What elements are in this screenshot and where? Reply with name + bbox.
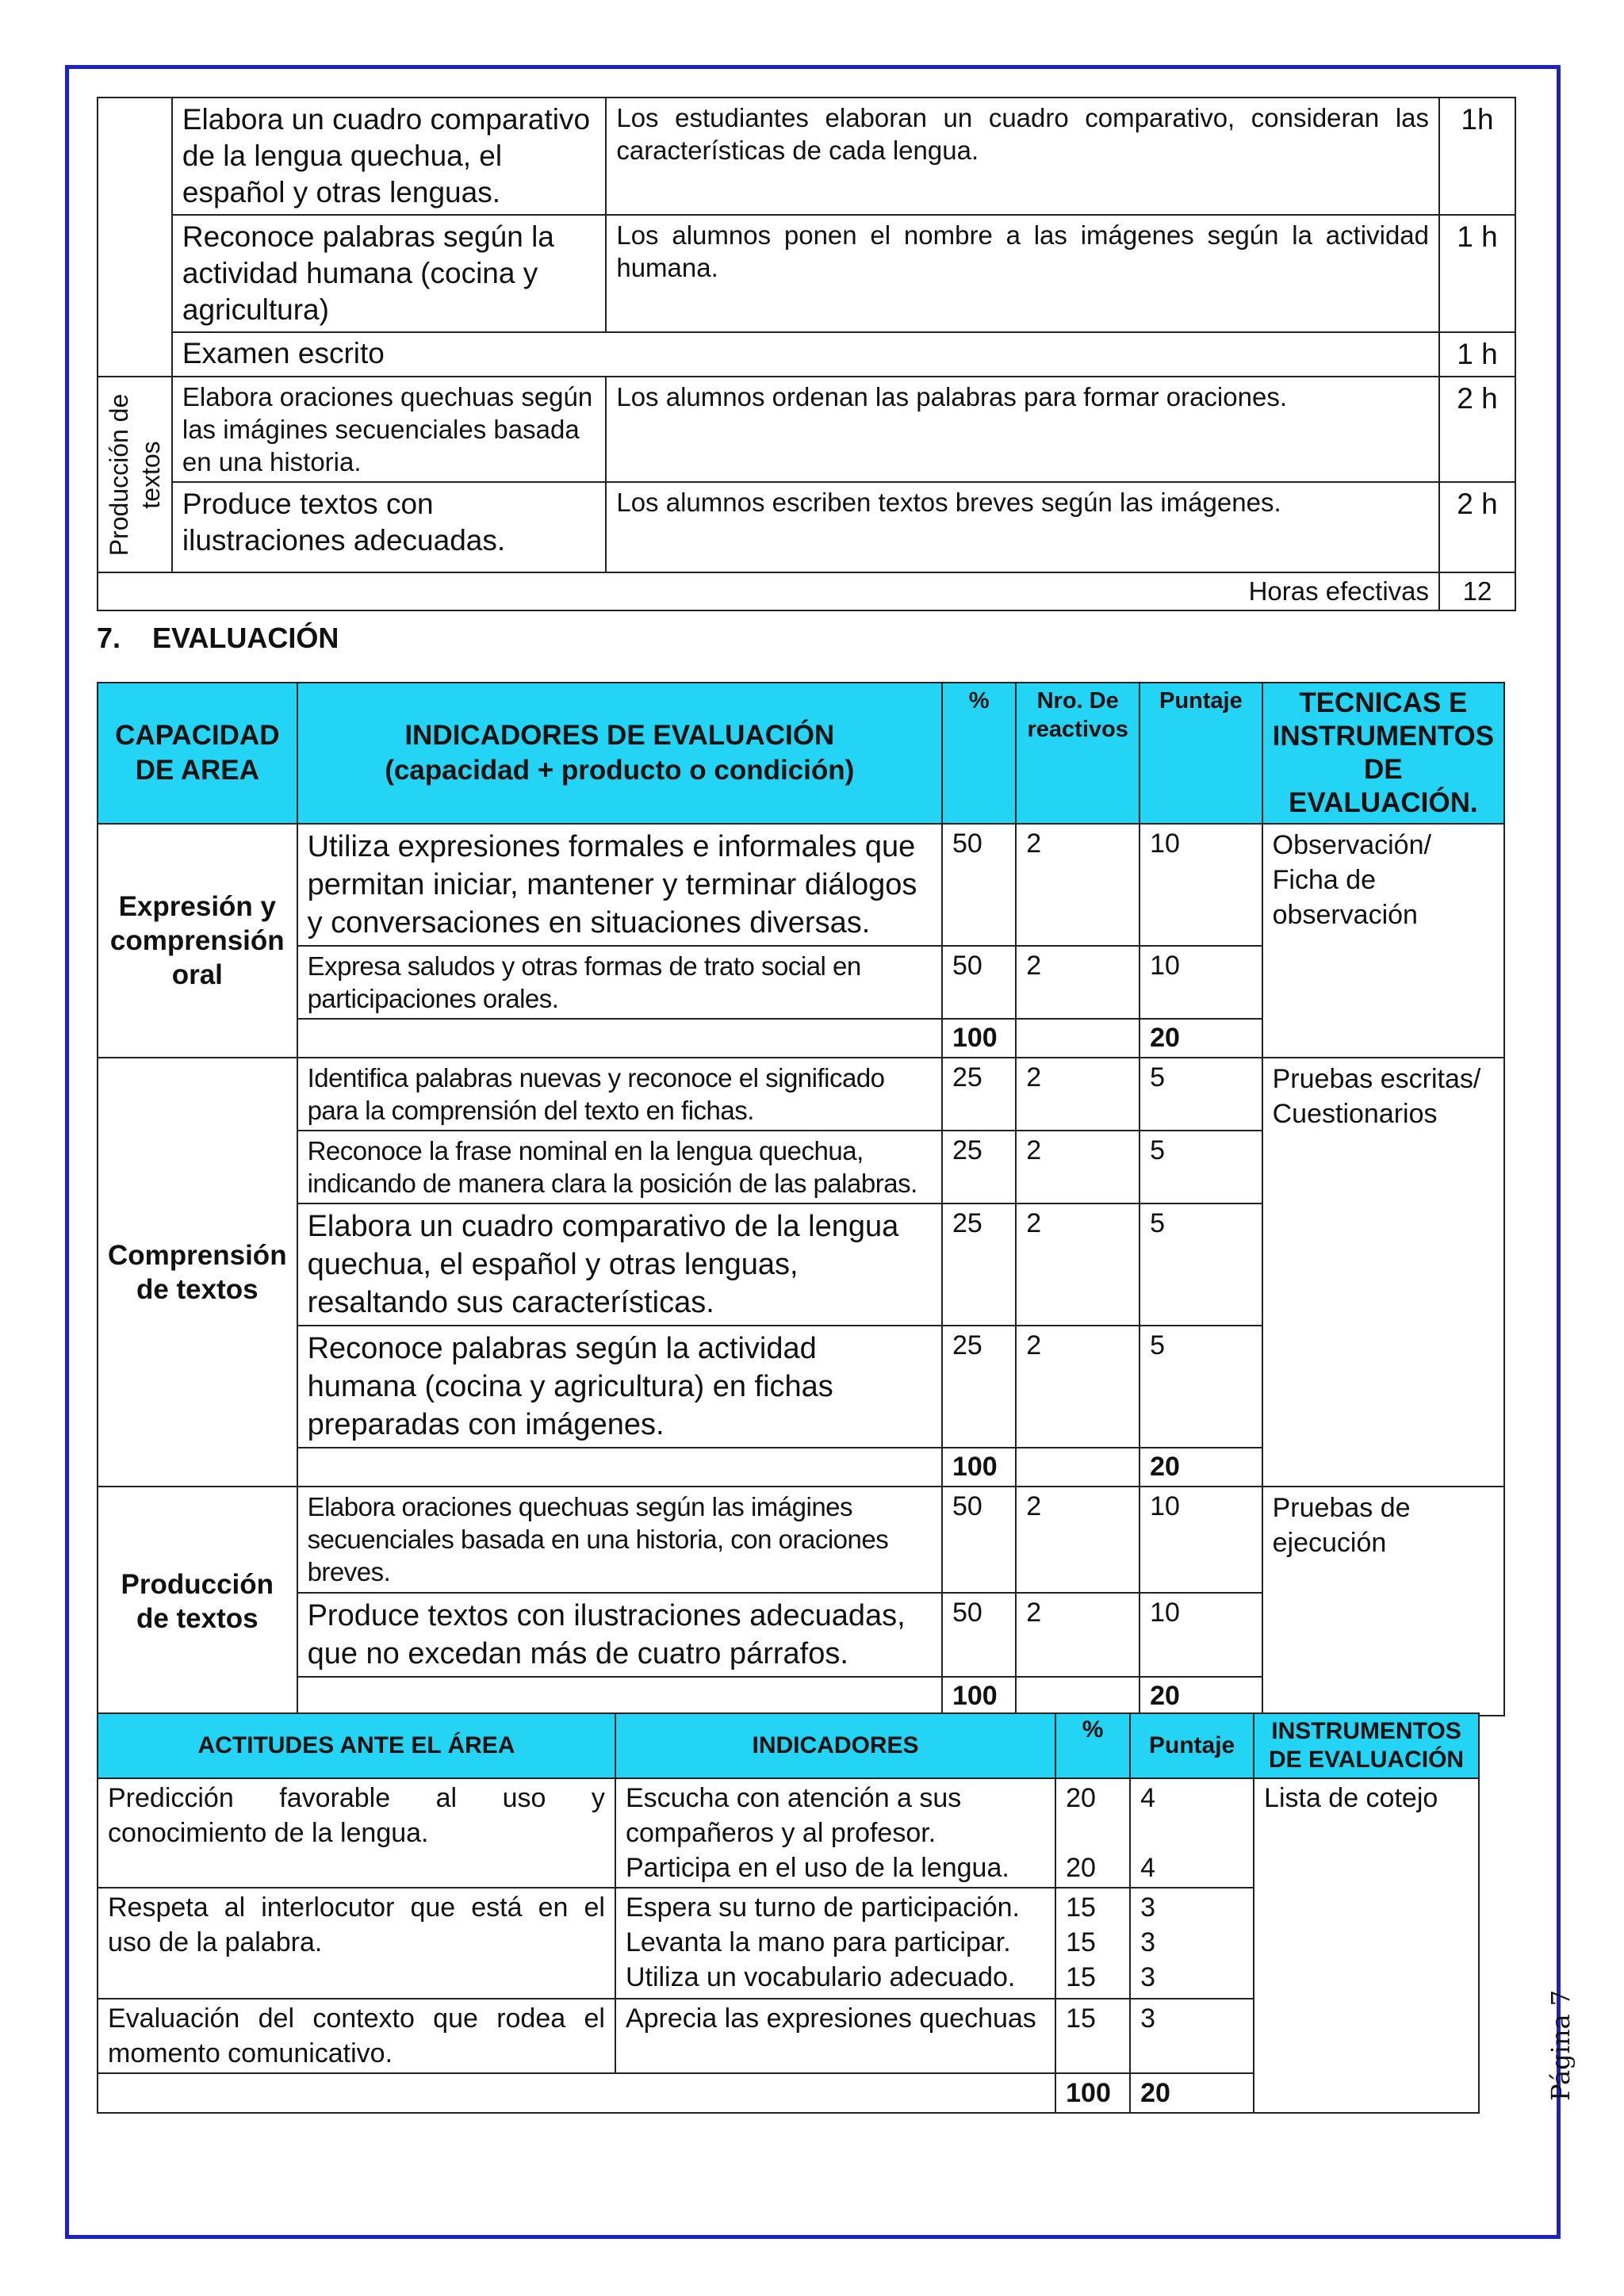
hours-cell: 1h — [1439, 98, 1515, 215]
empty-cell — [297, 1448, 942, 1487]
attitude-cell: Predicción favorable al uso y conocimiento de la lengua. — [98, 1778, 615, 1888]
puntaje-value: 3 — [1140, 1892, 1156, 1923]
vertical-label: Producción de textos — [104, 393, 165, 556]
reactivos-cell: 2 — [1016, 1593, 1139, 1677]
puntaje-cell: 5 — [1139, 1058, 1262, 1131]
total-puntaje: 20 — [1139, 1677, 1262, 1716]
pct-value: 15 — [1066, 1927, 1096, 1957]
description-cell: Los estudiantes elaboran un cuadro comparativo, consideran las características de cada lengua. — [606, 98, 1439, 215]
technique-cell: Observación/ Ficha de observación — [1262, 824, 1504, 1058]
header-reactivos: Nro. De reactivos — [1016, 683, 1139, 824]
indicator-cell: Reconoce palabras según la actividad humana (cocina y agricultura) en fichas preparadas con imágenes. — [297, 1326, 942, 1448]
table-row — [98, 572, 1515, 610]
activity-cell: Reconoce palabras según la actividad humana (cocina y agricultura) — [172, 215, 606, 332]
capacity-cell: Expresión y comprensión oral — [98, 824, 297, 1058]
header-pct: % — [1055, 1713, 1130, 1778]
activities-table — [97, 97, 1516, 611]
capacity-cell: Comprensión de textos — [98, 1058, 297, 1487]
puntaje-value: 4 — [1140, 1853, 1156, 1883]
attitude-cell: Evaluación del contexto que rodea el momento comunicativo. — [98, 1999, 615, 2073]
empty-cell — [1016, 1448, 1139, 1487]
total-pct: 100 — [942, 1019, 1016, 1058]
reactivos-cell: 2 — [1016, 1203, 1139, 1326]
empty-cell — [1016, 1019, 1139, 1058]
indicator-cell: Produce textos con ilustraciones adecuadas, que no excedan más de cuatro párrafos. — [297, 1593, 942, 1677]
pct-cell: 50 — [942, 824, 1016, 946]
header-puntaje: Puntaje — [1139, 683, 1262, 824]
total-puntaje: 20 — [1139, 1448, 1262, 1487]
pct-value: 20 — [1066, 1783, 1096, 1813]
reactivos-cell: 2 — [1016, 824, 1139, 946]
indicator-text: Levanta la mano para participar. — [625, 1927, 1011, 1957]
reactivos-cell: 2 — [1016, 1326, 1139, 1448]
table-row — [98, 215, 1515, 332]
indicator-text: Espera su turno de participación. — [625, 1892, 1021, 1923]
page-number — [1545, 1989, 1576, 2102]
description-cell: Los alumnos ordenan las palabras para formar oraciones. — [606, 377, 1439, 482]
header-indicadores: INDICADORES — [615, 1713, 1055, 1778]
puntaje-cell: 10 — [1139, 824, 1262, 946]
header-actitudes: ACTITUDES ANTE EL ÁREA — [98, 1713, 615, 1778]
indicator-text: Aprecia las expresiones quechuas — [615, 1999, 1055, 2073]
pct-cell: 25 — [942, 1326, 1016, 1448]
empty-cell — [1016, 1677, 1139, 1716]
pct-cell: 50 — [942, 1593, 1016, 1677]
puntaje-value: 3 — [1140, 1962, 1156, 1992]
vertical-label-cell — [98, 377, 172, 572]
hours-cell: 1 h — [1439, 332, 1515, 377]
puntaje-cell: 5 — [1139, 1203, 1262, 1326]
reactivos-cell: 2 — [1016, 1058, 1139, 1131]
total-label: Horas efectivas — [98, 572, 1439, 610]
header-indicadores-title: INDICADORES DE EVALUACIÓN — [404, 720, 835, 751]
indicator-cell: Elabora un cuadro comparativo de la lengua quechua, el español y otras lenguas, resaltando sus características. — [297, 1203, 942, 1326]
attitude-cell: Respeta al interlocutor que está en el uso de la palabra. — [98, 1888, 615, 1999]
header-row — [98, 1713, 1479, 1778]
hours-cell: 1 h — [1439, 215, 1515, 332]
activity-cell: Elabora un cuadro comparativo de la lengua quechua, el español y otras lenguas. — [172, 98, 606, 215]
header-row — [98, 683, 1504, 824]
empty-cell — [297, 1677, 942, 1716]
hours-cell: 2 h — [1439, 482, 1515, 572]
puntaje-value: 4 — [1140, 1783, 1156, 1813]
header-indicadores-sub: (capacidad + producto o condición) — [385, 755, 855, 786]
total-pct: 100 — [1055, 2073, 1130, 2113]
empty-cell — [297, 1019, 942, 1058]
table-row — [98, 332, 1515, 377]
spacer — [1066, 1816, 1120, 1850]
technique-cell: Pruebas de ejecución — [1262, 1487, 1504, 1716]
indicator-text: Utiliza un vocabulario adecuado. — [625, 1962, 1016, 1992]
pct-value: 15 — [1066, 1892, 1096, 1923]
table-row — [98, 377, 1515, 482]
evaluation-table — [97, 682, 1505, 1716]
total-pct: 100 — [942, 1677, 1016, 1716]
attitudes-table — [97, 1712, 1480, 2114]
indicator-cell: Utiliza expresiones formales e informales que permitan iniciar, mantener y terminar diálogos y conversaciones en situaciones diversas. — [297, 824, 942, 946]
description-cell: Los alumnos escriben textos breves según las imágenes. — [606, 482, 1439, 572]
instrument-cell: Lista de cotejo — [1254, 1778, 1479, 2113]
technique-cell: Pruebas escritas/ Cuestionarios — [1262, 1058, 1504, 1487]
activity-cell: Examen escrito — [172, 332, 1439, 377]
page-number-text: Página 7 — [1545, 1989, 1576, 2102]
pct-cell: 50 — [942, 1487, 1016, 1593]
pct-cell: 25 — [942, 1058, 1016, 1131]
puntaje-cell: 10 — [1139, 946, 1262, 1019]
pct-value: 20 — [1066, 1853, 1096, 1883]
pct-cell — [1055, 1778, 1130, 1888]
section-title: 7. EVALUACIÓN — [97, 622, 339, 654]
total-pct: 100 — [942, 1448, 1016, 1487]
activity-cell: Elabora oraciones quechuas según las imágines secuenciales basada en una historia. — [172, 377, 606, 482]
header-pct: % — [942, 683, 1016, 824]
indicator-cell: Elabora oraciones quechuas según las imágines secuenciales basada en una historia, con oraciones breves. — [297, 1487, 942, 1593]
puntaje-cell — [1130, 1888, 1254, 1999]
indicator-cell: Reconoce la frase nominal en la lengua quechua, indicando de manera clara la posición de las palabras. — [297, 1131, 942, 1203]
table-row — [98, 1778, 1479, 1888]
puntaje-cell — [1130, 1778, 1254, 1888]
reactivos-cell: 2 — [1016, 1487, 1139, 1593]
pct-cell — [1055, 1888, 1130, 1999]
puntaje-cell: 5 — [1139, 1131, 1262, 1203]
indicators-cell — [615, 1888, 1055, 1999]
activity-cell: Produce textos con ilustraciones adecuadas. — [172, 482, 606, 572]
puntaje-cell: 5 — [1139, 1326, 1262, 1448]
hours-cell: 2 h — [1439, 377, 1515, 482]
spacer — [1140, 1816, 1243, 1850]
header-puntaje: Puntaje — [1130, 1713, 1254, 1778]
total-puntaje: 20 — [1130, 2073, 1254, 2113]
indicators-cell — [615, 1778, 1055, 1888]
indicator-text: Escucha con atención a sus compañeros y al profesor. — [625, 1783, 962, 1848]
total-puntaje: 20 — [1139, 1019, 1262, 1058]
description-cell: Los alumnos ponen el nombre a las imágenes según la actividad humana. — [606, 215, 1439, 332]
puntaje-cell: 10 — [1139, 1487, 1262, 1593]
pct-value: 15 — [1066, 1962, 1096, 1992]
pct-cell: 25 — [942, 1203, 1016, 1326]
empty-cell — [98, 2073, 1055, 2113]
pct-cell: 50 — [942, 946, 1016, 1019]
puntaje-value: 3 — [1140, 1927, 1156, 1957]
puntaje-value: 3 — [1130, 1999, 1254, 2073]
total-value: 12 — [1439, 572, 1515, 610]
table-row — [98, 98, 1515, 215]
reactivos-cell: 2 — [1016, 946, 1139, 1019]
pct-cell: 25 — [942, 1131, 1016, 1203]
indicator-cell: Expresa saludos y otras formas de trato social en participaciones orales. — [297, 946, 942, 1019]
header-instrumentos: INSTRUMENTOS DE EVALUACIÓN — [1254, 1713, 1479, 1778]
table-row — [98, 1487, 1504, 1593]
indicator-text: Participa en el uso de la lengua. — [625, 1853, 1009, 1883]
capacity-cell: Producción de textos — [98, 1487, 297, 1716]
puntaje-cell: 10 — [1139, 1593, 1262, 1677]
header-indicadores — [297, 683, 942, 824]
table-row — [98, 1058, 1504, 1131]
indicator-cell: Identifica palabras nuevas y reconoce el significado para la comprensión del texto en fichas. — [297, 1058, 942, 1131]
header-tecnicas: TECNICAS E INSTRUMENTOS DE EVALUACIÓN. — [1262, 683, 1504, 824]
header-capacidad: CAPACIDAD DE AREA — [98, 683, 297, 824]
empty-cell — [98, 98, 172, 377]
pct-value: 15 — [1055, 1999, 1130, 2073]
table-row — [98, 482, 1515, 572]
table-row — [98, 824, 1504, 946]
reactivos-cell: 2 — [1016, 1131, 1139, 1203]
